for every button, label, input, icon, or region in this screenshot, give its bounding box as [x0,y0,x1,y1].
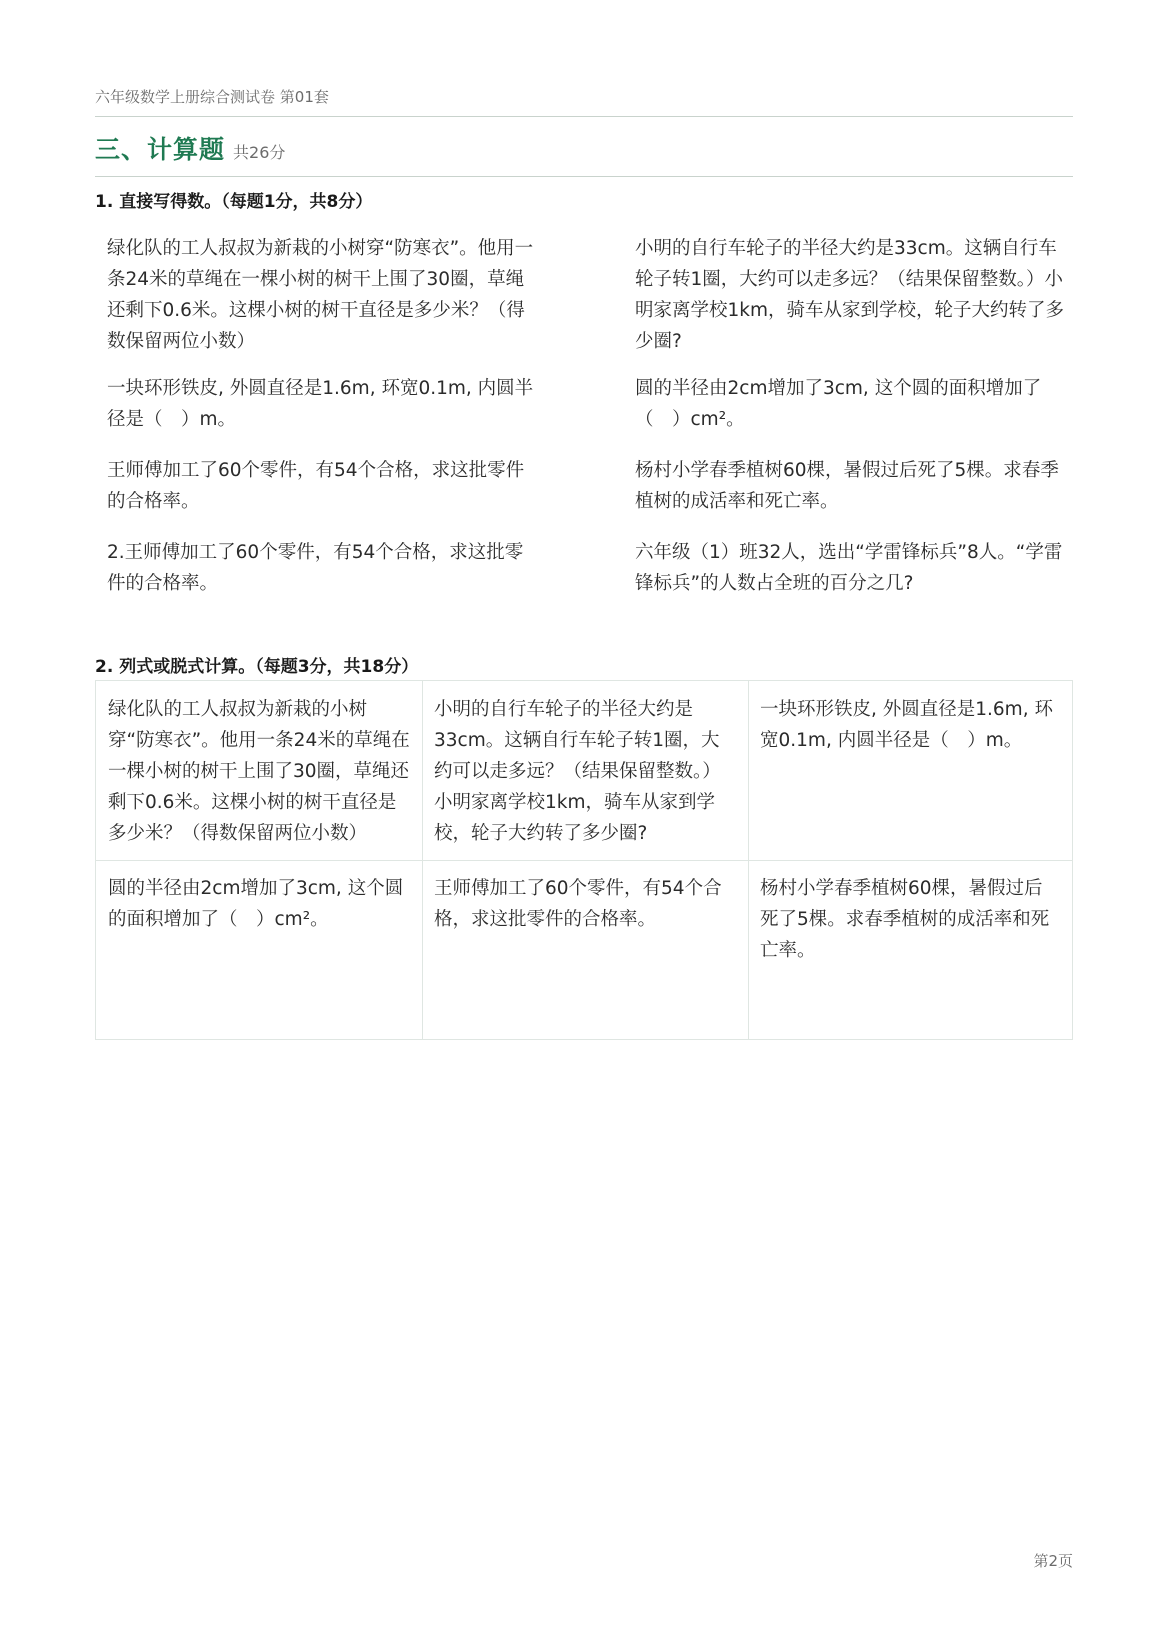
section-heading [95,130,285,166]
question-item: 一块环形铁皮, 外圆直径是1.6m, 环宽0.1m, 内圆半径是（ ）m。 [107,378,534,430]
question-item: 杨村小学春季植树60棵，暑假过后死了5棵。求春季植树的成活率和死亡率。 [635,460,1059,512]
table-cell: 一块环形铁皮, 外圆直径是1.6m, 环宽0.1m, 内圆半径是（ ）m。 [760,699,1053,751]
question-item: 圆的半径由2cm增加了3cm, 这个圆的面积增加了（ ）cm²。 [635,378,1042,430]
section-points: 共26分 [233,143,286,162]
section-divider [95,176,1073,177]
question-item: 2.王师傅加工了60个零件，有54个合格，求这批零件的合格率。 [107,542,524,594]
part1-title: 1. 直接写得数。（每题1分，共8分） [95,192,373,212]
header-divider [95,116,1073,117]
document-header: 六年级数学上册综合测试卷 第01套 [95,88,329,106]
question-item: 绿化队的工人叔叔为新栽的小树穿“防寒衣”。他用一条24米的草绳在一棵小树的树干上围了30圈，草绳还剩下0.6米。这棵小树的树干直径是多少米？（得数保留两位小数） [107,238,534,352]
question-item: 王师傅加工了60个零件，有54个合格，求这批零件的合格率。 [107,460,525,512]
part2-title: 2. 列式或脱式计算。（每题3分，共18分） [95,657,419,677]
question-item: 小明的自行车轮子的半径大约是33cm。这辆自行车轮子转1圈，大约可以走多远？（结果保留整数。）小明家离学校1km，骑车从家到学校，轮子大约转了多少圈? [635,238,1065,352]
table-cell: 圆的半径由2cm增加了3cm, 这个圆的面积增加了（ ）cm²。 [108,878,404,930]
question-item: 六年级（1）班32人，选出“学雷锋标兵”8人。“学雷锋标兵”的人数占全班的百分之几? [635,542,1063,594]
calculation-table [95,680,1073,1040]
page-number: 第2页 [1033,1552,1073,1570]
table-cell: 杨村小学春季植树60棵，暑假过后死了5棵。求春季植树的成活率和死亡率。 [760,878,1050,961]
table-cell: 王师傅加工了60个零件，有54个合格，求这批零件的合格率。 [434,878,722,930]
section-title: 三、计算题 [95,135,226,164]
table-cell: 绿化队的工人叔叔为新栽的小树穿“防寒衣”。他用一条24米的草绳在一棵小树的树干上围了30圈，草绳还剩下0.6米。这棵小树的树干直径是多少米？（得数保留两位小数） [108,699,410,844]
table-cell: 小明的自行车轮子的半径大约是33cm。这辆自行车轮子转1圈，大约可以走多远？（结果保留整数。）小明家离学校1km，骑车从家到学校，轮子大约转了多少圈? [434,699,721,844]
